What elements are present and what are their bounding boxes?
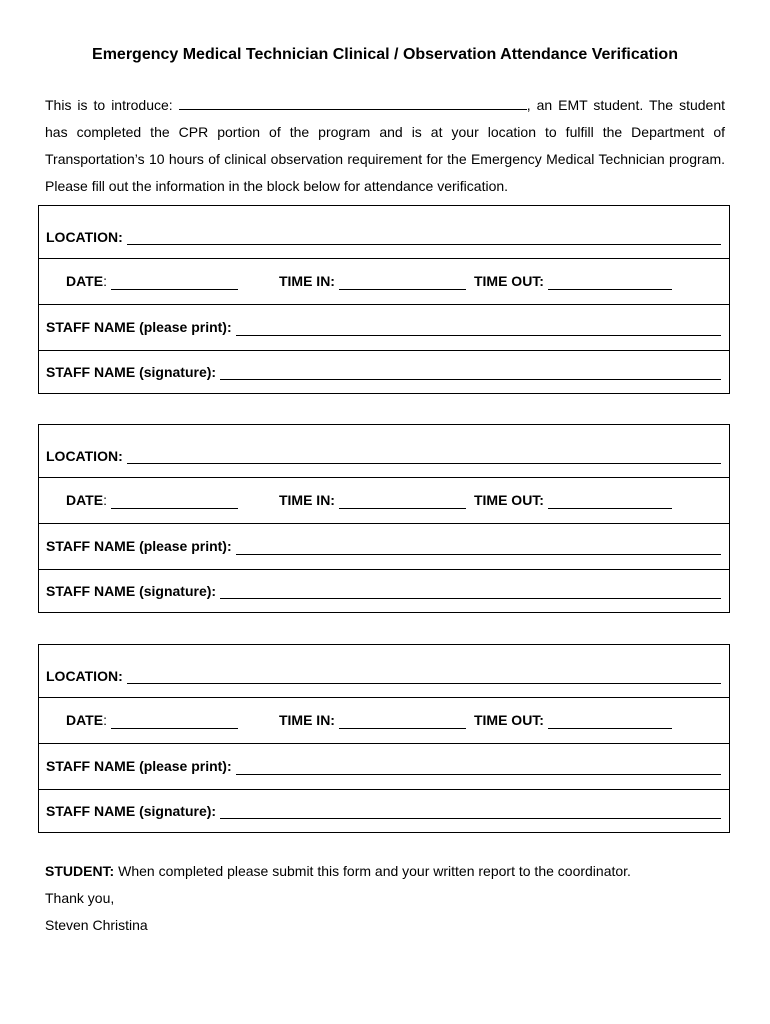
- intro-text-start: This is to introduce:: [45, 97, 173, 113]
- location-row: [39, 645, 729, 698]
- time-out-field[interactable]: [548, 289, 672, 290]
- location-field[interactable]: [127, 683, 721, 684]
- attendance-block-1: [38, 205, 730, 394]
- time-in-field[interactable]: [339, 508, 466, 509]
- date-group: [66, 492, 238, 508]
- thank-you-text: Thank you,: [45, 890, 115, 906]
- footer-section: [45, 858, 735, 939]
- date-label: DATE: [66, 712, 104, 728]
- time-in-field[interactable]: [339, 289, 466, 290]
- time-in-label: TIME IN:: [278, 273, 335, 289]
- time-out-group: [474, 712, 672, 728]
- date-colon: :: [103, 712, 107, 728]
- signer-name: Steven Christina: [45, 917, 148, 933]
- intro-text-rest: , an EMT student. The student has completed the CPR portion of the program and is at your location to fulfill the Department of Transportation’s 10 hours of clinical observation requirement for the Emergency Medical Technician program. Please fill out the information in the block below for attendance verification.: [45, 97, 725, 194]
- date-field[interactable]: [111, 289, 238, 290]
- date-colon: :: [103, 273, 107, 289]
- student-instruction-text: When completed please submit this form and your written report to the coordinator.: [114, 863, 631, 879]
- location-label: LOCATION:: [46, 668, 123, 684]
- staff-print-row: [39, 304, 729, 351]
- staff-signature-field[interactable]: [220, 598, 721, 599]
- location-label: LOCATION:: [46, 448, 123, 464]
- location-field[interactable]: [127, 244, 721, 245]
- date-group: [66, 273, 238, 289]
- staff-signature-row: [39, 569, 729, 612]
- time-out-label: TIME OUT:: [473, 712, 544, 728]
- date-colon: :: [103, 492, 107, 508]
- time-in-group: [279, 712, 466, 728]
- document-title: Emergency Medical Technician Clinical / Observation Attendance Verification: [92, 46, 678, 63]
- time-out-label: TIME OUT:: [473, 492, 544, 508]
- attendance-block-3: [38, 644, 730, 833]
- time-out-group: [474, 273, 672, 289]
- time-in-group: [279, 273, 466, 289]
- attendance-block-2: [38, 424, 730, 613]
- staff-print-field[interactable]: [236, 335, 721, 336]
- time-in-group: [279, 492, 466, 508]
- time-out-label: TIME OUT:: [473, 273, 544, 289]
- staff-print-row: [39, 523, 729, 570]
- staff-print-row: [39, 743, 729, 790]
- date-label: DATE: [66, 273, 104, 289]
- date-time-row: [39, 697, 729, 744]
- date-field[interactable]: [111, 508, 238, 509]
- staff-signature-row: [39, 789, 729, 832]
- staff-print-label: STAFF NAME (please print):: [46, 758, 232, 774]
- student-name-field[interactable]: [179, 97, 527, 110]
- time-in-field[interactable]: [339, 728, 466, 729]
- location-row: [39, 425, 729, 478]
- date-time-row: [39, 258, 729, 305]
- staff-signature-field[interactable]: [220, 818, 721, 819]
- time-out-group: [474, 492, 672, 508]
- staff-signature-label: STAFF NAME (signature):: [46, 363, 217, 380]
- date-time-row: [39, 477, 729, 524]
- staff-signature-field[interactable]: [220, 379, 721, 380]
- staff-print-field[interactable]: [236, 554, 721, 555]
- intro-paragraph: [45, 92, 725, 200]
- student-instruction: [45, 858, 735, 885]
- staff-print-field[interactable]: [236, 774, 721, 775]
- location-row: [39, 206, 729, 259]
- staff-print-label: STAFF NAME (please print):: [46, 538, 232, 554]
- staff-print-label: STAFF NAME (please print):: [46, 319, 232, 335]
- location-field[interactable]: [127, 463, 721, 464]
- date-group: [66, 712, 238, 728]
- staff-signature-label: STAFF NAME (signature):: [46, 802, 217, 819]
- student-label: STUDENT:: [45, 863, 115, 879]
- time-out-field[interactable]: [548, 728, 672, 729]
- time-in-label: TIME IN:: [278, 712, 335, 728]
- date-field[interactable]: [111, 728, 238, 729]
- date-label: DATE: [66, 492, 104, 508]
- staff-signature-row: [39, 350, 729, 393]
- staff-signature-label: STAFF NAME (signature):: [46, 582, 217, 599]
- time-in-label: TIME IN:: [278, 492, 335, 508]
- time-out-field[interactable]: [548, 508, 672, 509]
- location-label: LOCATION:: [46, 229, 123, 245]
